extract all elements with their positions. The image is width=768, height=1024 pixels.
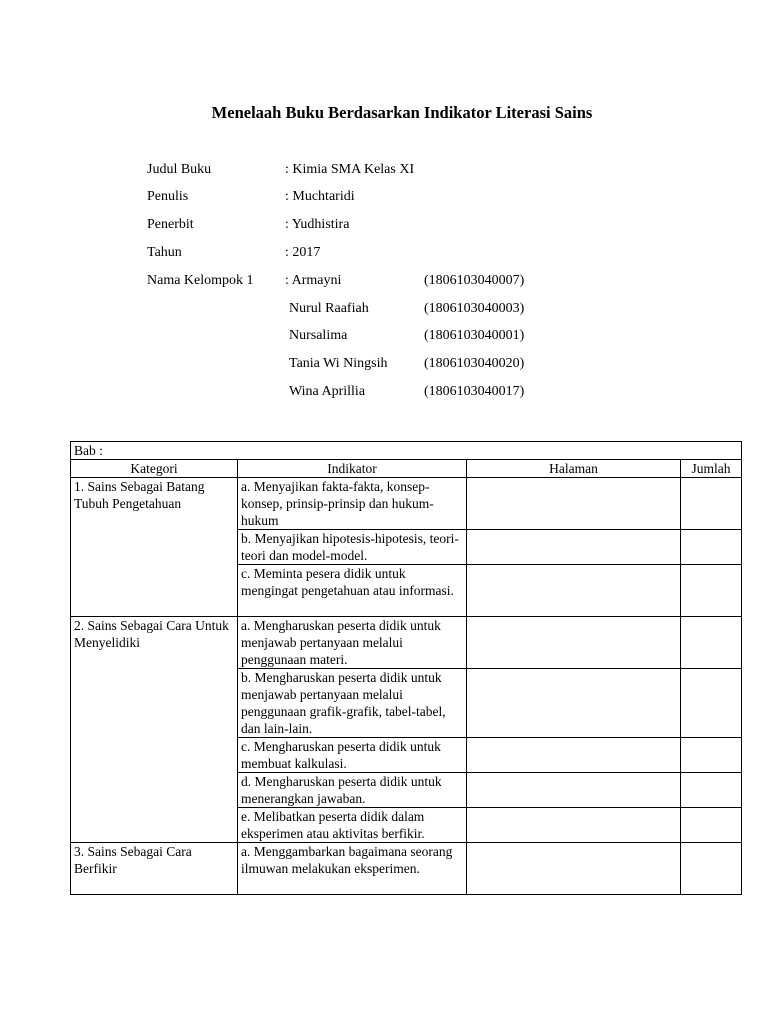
info-label: Judul Buku (147, 162, 212, 177)
indicator-cell: d. Mengharuskan peserta didik untuk menerangkan jawaban. (238, 773, 467, 808)
header-row (71, 460, 742, 478)
info-value: : Kimia SMA Kelas XI (285, 162, 415, 177)
halaman-cell[interactable] (467, 808, 681, 843)
header-kategori: Kategori (71, 460, 238, 478)
header-jumlah: Jumlah (681, 460, 742, 478)
category-cell: 3. Sains Sebagai Cara Berfikir (71, 843, 238, 895)
jumlah-cell[interactable] (681, 738, 742, 773)
jumlah-cell[interactable] (681, 478, 742, 530)
header-halaman: Halaman (467, 460, 681, 478)
header-indikator: Indikator (238, 460, 467, 478)
indicator-cell: a. Menyajikan fakta-fakta, konsep-konsep, prinsip-prinsip dan hukum-hukum (238, 478, 467, 530)
halaman-cell[interactable] (467, 843, 681, 895)
halaman-cell[interactable] (467, 669, 681, 738)
indicator-cell: a. Menggambarkan bagaimana seorang ilmuwan melakukan eksperimen. (238, 843, 467, 895)
category-cell: 2. Sains Sebagai Cara Untuk Menyelidiki (71, 617, 238, 843)
info-value: : Yudhistira (285, 217, 350, 232)
info-value: : Muchtaridi (285, 189, 355, 204)
document-title-wrap (0, 103, 768, 123)
halaman-cell[interactable] (467, 565, 681, 617)
table-row (71, 843, 742, 895)
info-label: Penerbit (147, 217, 194, 232)
jumlah-cell[interactable] (681, 808, 742, 843)
table-row (71, 617, 742, 669)
member-name: Tania Wi Ningsih (289, 356, 388, 371)
indicator-cell: b. Menyajikan hipotesis-hipotesis, teori-teori dan model-model. (238, 530, 467, 565)
bab-row (71, 442, 742, 460)
halaman-cell[interactable] (467, 478, 681, 530)
info-value: : 2017 (285, 245, 321, 260)
jumlah-cell[interactable] (681, 669, 742, 738)
halaman-cell[interactable] (467, 738, 681, 773)
member-name: Wina Aprillia (289, 384, 366, 399)
halaman-cell[interactable] (467, 773, 681, 808)
group-label: Nama Kelompok 1 (147, 273, 254, 288)
document-title: Menelaah Buku Berdasarkan Indikator Literasi Sains (211, 103, 593, 122)
member-nim: (1806103040001) (424, 328, 525, 343)
indicator-cell: c. Meminta pesera didik untuk mengingat pengetahuan atau informasi. (238, 565, 467, 617)
jumlah-cell[interactable] (681, 843, 742, 895)
member-nim: (1806103040003) (424, 301, 525, 316)
jumlah-cell[interactable] (681, 617, 742, 669)
member-nim: (1806103040020) (424, 356, 525, 371)
info-label: Tahun (147, 245, 182, 260)
indicator-cell: a. Mengharuskan peserta didik untuk menjawab pertanyaan melalui penggunaan materi. (238, 617, 467, 669)
indicator-cell: e. Melibatkan peserta didik dalam eksperimen atau aktivitas berfikir. (238, 808, 467, 843)
jumlah-cell[interactable] (681, 773, 742, 808)
member-name: Nurul Raafiah (289, 301, 369, 316)
halaman-cell[interactable] (467, 617, 681, 669)
table-row (71, 478, 742, 530)
member-name: Nursalima (289, 328, 348, 343)
category-cell: 1. Sains Sebagai Batang Tubuh Pengetahuan (71, 478, 238, 617)
jumlah-cell[interactable] (681, 565, 742, 617)
info-label: Penulis (147, 189, 189, 204)
member-name: : Armayni (285, 273, 342, 288)
indicator-cell: b. Mengharuskan peserta didik untuk menjawab pertanyaan melalui penggunaan grafik-grafik, tabel-tabel, dan lain-lain. (238, 669, 467, 738)
indicator-table (70, 441, 742, 895)
halaman-cell[interactable] (467, 530, 681, 565)
indicator-cell: c. Mengharuskan peserta didik untuk membuat kalkulasi. (238, 738, 467, 773)
member-nim: (1806103040007) (424, 273, 525, 288)
member-nim: (1806103040017) (424, 384, 525, 399)
bab-cell: Bab : (71, 442, 742, 460)
jumlah-cell[interactable] (681, 530, 742, 565)
